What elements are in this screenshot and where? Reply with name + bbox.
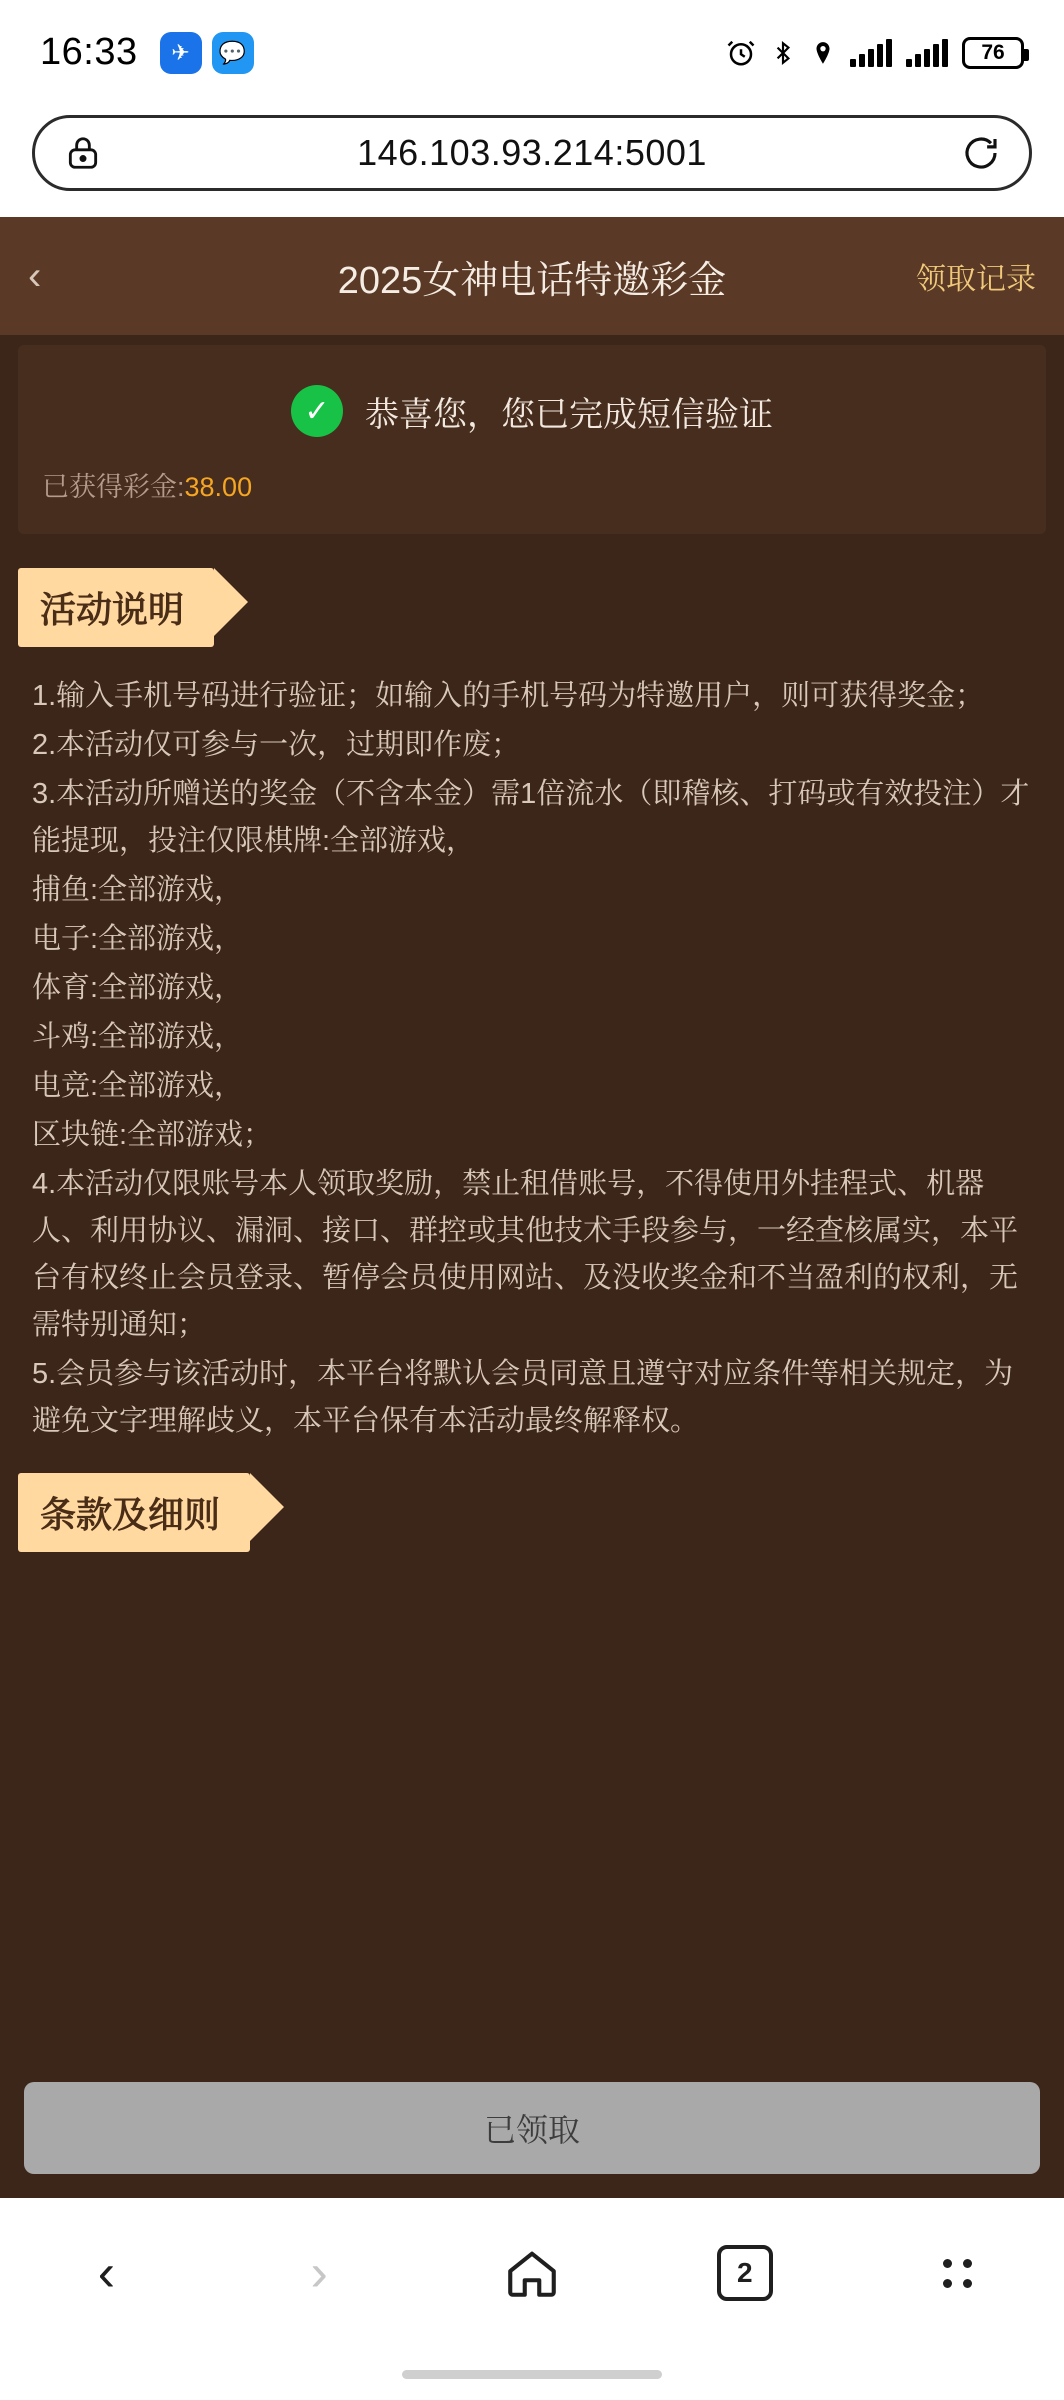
verification-card <box>18 345 1046 534</box>
nav-back-button[interactable] <box>61 2228 151 2318</box>
tab-count: 2 <box>717 2245 773 2301</box>
page-title: 2025女神电话特邀彩金 <box>337 259 727 302</box>
rule-item: 1.输入手机号码进行验证；如输入的手机号码为特邀用户，则可获得奖金； <box>32 680 985 712</box>
menu-dots-icon[interactable] <box>913 2228 1003 2318</box>
rule-item: 体育:全部游戏， <box>32 971 244 1004</box>
rule-item: 5.会员参与该活动时，本平台将默认会员同意且遵守对应条件等相关规定，为避免文字理解歧义，本平台保有本活动最终解释权。 <box>32 1357 1014 1437</box>
rule-item: 3.本活动所赠送的奖金（不含本金）需1倍流水（即稽核、打码或有效投注）才能提现，投注仅限棋牌:全部游戏， <box>32 777 1030 857</box>
bluetooth-icon <box>770 38 796 68</box>
claim-records-link[interactable]: 领取记录 <box>916 263 1036 296</box>
activity-rules-list <box>32 673 1038 1445</box>
browser-nav-bar <box>0 2198 1064 2348</box>
page-header <box>0 217 1064 335</box>
section-tab-terms: 条款及细则 <box>18 1473 250 1552</box>
signal-icon-1 <box>850 39 892 67</box>
menu-dots-grid <box>943 2259 972 2288</box>
status-bar <box>0 0 1064 105</box>
battery-indicator: 76 <box>962 37 1024 69</box>
browser-url-bar-container <box>0 105 1064 217</box>
messages-icon: 💬 <box>212 32 254 74</box>
verification-row <box>18 385 1046 437</box>
rule-item: 斗鸡:全部游戏， <box>32 1020 244 1053</box>
home-indicator-bar <box>0 2348 1064 2400</box>
check-circle-icon: ✓ <box>291 385 343 437</box>
bonus-amount-value: 38.00 <box>184 472 253 502</box>
home-indicator <box>402 2370 662 2379</box>
page-content <box>0 335 1064 2064</box>
rule-item: 电子:全部游戏， <box>32 922 244 955</box>
signal-icon-2 <box>906 39 948 67</box>
rule-item: 电竞:全部游戏， <box>32 1069 244 1102</box>
verification-message: 恭喜您，您已完成短信验证 <box>365 395 773 434</box>
rule-item: 2.本活动仅可参与一次，过期即作废； <box>32 728 521 761</box>
url-text[interactable]: 146.103.93.214:5001 <box>357 132 707 173</box>
lock-icon[interactable] <box>61 131 105 175</box>
reload-icon[interactable] <box>959 131 1003 175</box>
back-button[interactable]: ‹ <box>28 253 42 298</box>
location-icon <box>810 38 836 68</box>
bonus-amount-label: 已获得彩金: <box>42 472 185 502</box>
section-tab-activity-rules: 活动说明 <box>18 568 214 647</box>
alarm-icon <box>726 38 756 68</box>
rule-item: 区块链:全部游戏； <box>32 1118 273 1151</box>
home-icon[interactable] <box>487 2228 577 2318</box>
claim-button[interactable]: 已领取 <box>24 2082 1040 2174</box>
status-notification-icons <box>160 32 254 74</box>
url-bar[interactable] <box>32 115 1032 191</box>
tab-switcher-button[interactable] <box>700 2228 790 2318</box>
telegram-icon: ✈ <box>160 32 202 74</box>
rule-item: 4.本活动仅限账号本人领取奖励，禁止租借账号，不得使用外挂程式、机器人、利用协议、漏洞、接口、群控或其他技术手段参与，一经查核属实，本平台有权终止会员登录、暂停会员使用网站、及没收奖金和不当盈利的权利，无需特别通知； <box>32 1167 1019 1341</box>
nav-back-label: ‹ <box>97 2244 116 2302</box>
status-system-icons <box>726 37 1024 69</box>
claim-button-container <box>0 2064 1064 2198</box>
rule-item: 捕鱼:全部游戏， <box>32 873 244 906</box>
bonus-amount-row <box>18 465 1046 504</box>
nav-forward-label: › <box>310 2244 328 2302</box>
status-time: 16:33 <box>40 31 138 73</box>
nav-forward-button[interactable] <box>274 2228 364 2318</box>
